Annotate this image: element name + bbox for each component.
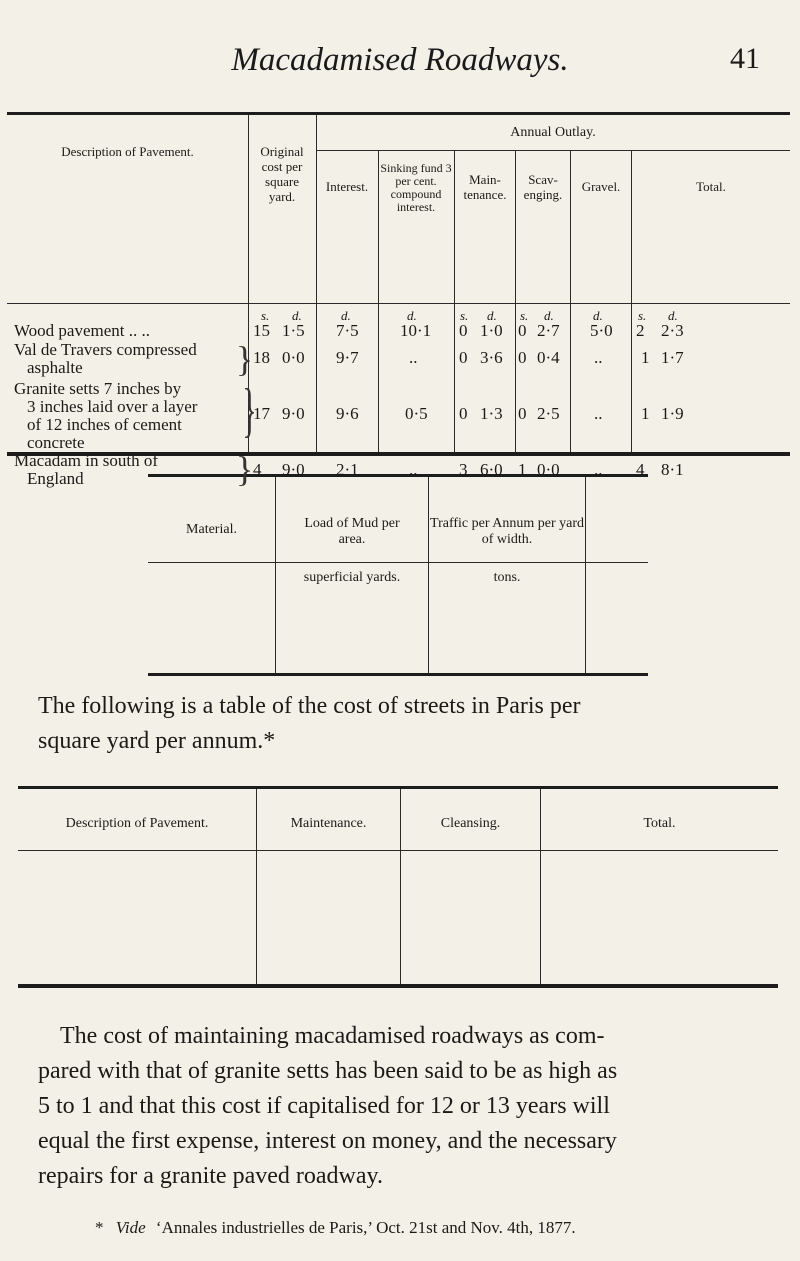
row-description: England [27,469,84,488]
page-number: 41 [730,42,760,75]
unit-d: d. [487,308,497,323]
header-interest: Interest. [325,179,369,194]
unit-d: d. [407,308,417,323]
row-description: Macadam in south of [14,451,158,470]
unit-s: s. [460,308,469,323]
row-description: concrete [27,433,85,452]
footnote-text: ‘Annales industrielles de Paris,’ Oct. 21st and Nov. 4th, 1877. [155,1218,576,1237]
header-original-cost: Original cost per square yard. [260,144,304,204]
running-title: Macadamised Roadways. [231,42,569,78]
footnote-vide: Vide [115,1218,146,1237]
header-annual-outlay: Annual Outlay. [510,125,596,140]
header-sinking-fund: Sinking fund 3 per cent. compound interest. [380,161,452,214]
unit-s: s. [261,308,270,323]
header-traffic: Traffic per Annum per yard of width. [430,516,584,547]
header-cleansing: Cleansing. [440,816,501,831]
unit-d: d. [544,308,554,323]
header-maintenance: Main-tenance. [463,172,507,202]
unit-tons: tons. [493,570,521,585]
header-total: Total. [643,816,676,831]
header-scavenging: Scav-enging. [523,172,563,202]
unit-s: s. [520,308,529,323]
header-load: Load of Mud per area. [304,516,400,547]
unit-d: d. [593,308,603,323]
header-description: Description of Pavement. [61,144,194,159]
row-description: Granite setts 7 inches by [14,379,182,398]
row-description: of 12 inches of cement [27,415,182,434]
header-gravel: Gravel. [581,179,621,194]
header-description: Description of Pavement. [65,816,209,831]
row-description: Val de Travers compressed [14,340,197,359]
row-description: asphalte [27,358,83,377]
paragraph-intro: The following is a table of the cost of streets in Paris per square yard per annum.* [38,693,581,754]
row-description: 3 inches laid over a layer [27,397,198,416]
unit-s: s. [638,308,647,323]
unit-d: d. [341,308,351,323]
table-body-layer: Macadam in south of England } 4 9·0 2·1 .. 3 6·0 1 0·0 .. 4 8·1 [14,449,684,489]
pavement-cost-table: Description of Pavement. Original cost per square yard. Annual Outlay. Interest. Sinking fund 3 per cent. compound interest. Main-tenance. Scav-enging. Gravel. Total. s. d. d. d. s. d. s. d. d. s. d. Wood pavement .. .. 15 1·5 7·5 10·1 0 1·0 0 2·7 5·0 2 2·3 Val de Travers compressed asphalte } 18 0·0 9·7 .. 0 3·6 0 0·4 .. 1 1·7 Granite setts 7 inches by 3 inches laid over a layer of 12 inches of cement concrete } 17 9·0 9·6 0·5 0 1·3 0 2·5 .. 1 1·9 [7,112,790,456]
unit-superficial-yards: superficial yards. [303,570,401,585]
header-material: Material. [186,522,237,537]
header-total: Total. [696,179,726,194]
unit-d: d. [292,308,302,323]
header-maintenance: Maintenance. [290,816,367,831]
footnote-mark: * [95,1218,104,1237]
row-description: Wood pavement .. .. [14,321,151,340]
paragraph-maintenance-cost: The cost of maintaining macadamised roadways as com- pared with that of granite setts has been said to be as high as 5 to 1 and that this cost if capitalised for 12 or 13 years will equal the first expense, interest on money, and the necessary repairs for a granite paved roadway. [38,1023,618,1189]
unit-d: d. [668,308,678,323]
